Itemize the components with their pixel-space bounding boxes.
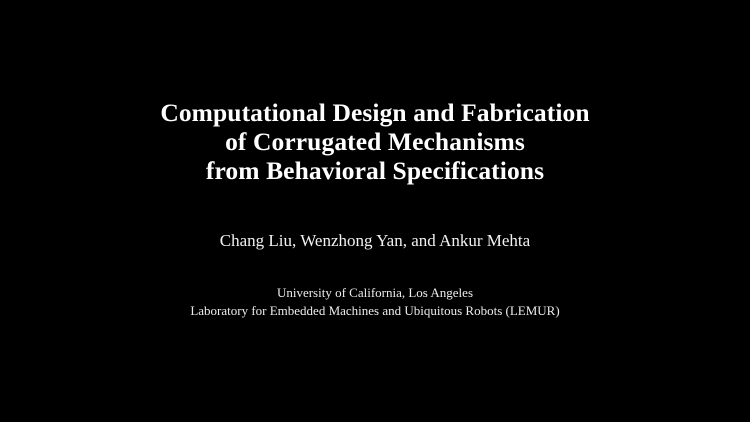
title-line-1: Computational Design and Fabrication	[160, 98, 590, 127]
author-list: Chang Liu, Wenzhong Yan, and Ankur Mehta	[219, 231, 531, 250]
title-line-2: of Corrugated Mechanisms	[225, 127, 525, 156]
presentation-title	[160, 98, 589, 185]
affiliation-line-1: University of California, Los Angeles	[276, 285, 474, 300]
affiliation-block	[190, 284, 559, 320]
affiliation-line-2: Laboratory for Embedded Machines and Ubiquitous Robots (LEMUR)	[190, 303, 560, 318]
title-line-3: from Behavioral Specifications	[205, 156, 545, 185]
